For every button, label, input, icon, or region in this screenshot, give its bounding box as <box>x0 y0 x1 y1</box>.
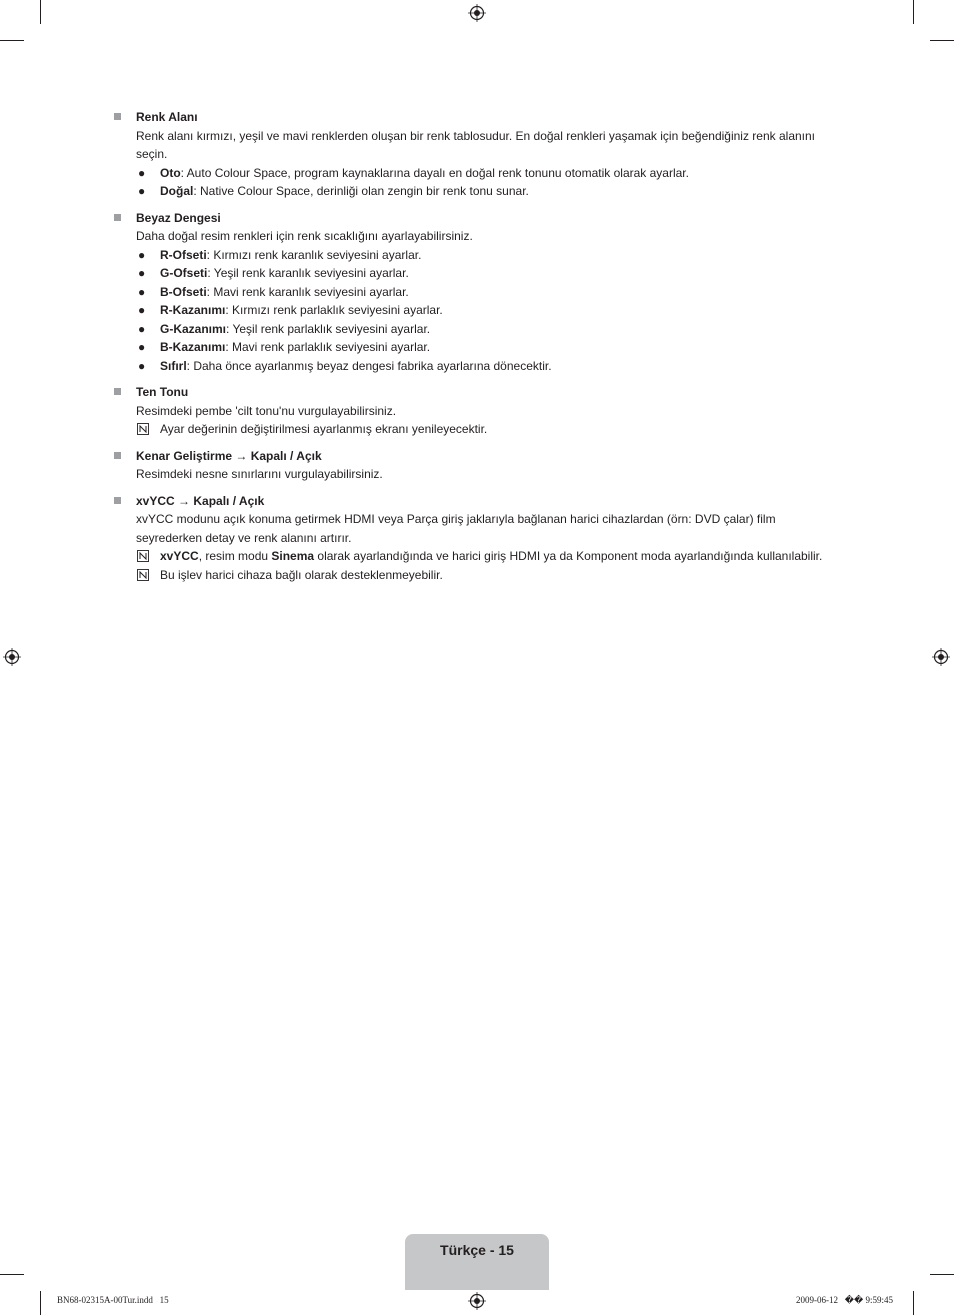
crop-mark <box>930 1274 954 1275</box>
section-title <box>112 383 842 402</box>
slug-timestamp: 2009-06-12 �� 9:59:45 <box>796 1295 893 1305</box>
note-term: xvYCC <box>160 549 199 563</box>
square-bullet-icon <box>114 113 121 120</box>
item-text: : Daha önce ayarlanmış beyaz dengesi fabrika ayarlarına dönecektir. <box>186 358 552 373</box>
item-term: B-Kazanımı <box>160 340 226 354</box>
square-bullet-icon <box>114 497 121 504</box>
section-renk-alani <box>112 108 842 201</box>
list-item <box>112 357 842 376</box>
section-title-text: Beyaz Dengesi <box>136 210 221 225</box>
note-icon <box>137 569 149 581</box>
bullet-dot-icon: ● <box>138 303 146 317</box>
item-text: : Mavi renk karanlık seviyesini ayarlar. <box>206 284 409 299</box>
registration-mark-icon <box>3 648 21 666</box>
item-text: : Yeşil renk parlaklık seviyesini ayarlar. <box>226 321 431 336</box>
item-term: Doğal <box>160 184 194 198</box>
item-text: : Yeşil renk karanlık seviyesini ayarlar. <box>207 266 409 280</box>
section-title-text: Ten Tonu <box>136 385 189 399</box>
section-xvycc <box>112 492 842 585</box>
section-beyaz-dengesi <box>112 209 842 376</box>
list-item <box>112 246 842 265</box>
section-title <box>112 209 842 228</box>
note-text: Bu işlev harici cihaza bağlı olarak desteklenmeyebilir. <box>160 567 443 582</box>
bullet-dot-icon: ● <box>138 284 146 299</box>
crop-mark <box>0 40 24 41</box>
note-text: Ayar değerinin değiştirilmesi ayarlanmış ekranı yenileyecektir. <box>160 422 488 436</box>
crop-mark <box>40 0 41 24</box>
list-item <box>112 264 842 283</box>
section-title <box>112 492 842 511</box>
section-title-text: Renk Alanı <box>136 110 198 124</box>
list-item <box>112 338 842 357</box>
section-body: Resimdeki pembe 'cilt tonu'nu vurgulayabilirsiniz. <box>136 403 397 418</box>
section-body: Daha doğal resim renkleri için renk sıcaklığını ayarlayabilirsiniz. <box>136 229 473 243</box>
section-body: Resimdeki nesne sınırlarını vurgulayabilirsiniz. <box>136 467 383 481</box>
section-ten-tonu <box>112 383 842 439</box>
bullet-dot-icon: ● <box>138 184 146 198</box>
crop-mark <box>913 1291 914 1315</box>
page-content <box>112 108 842 592</box>
list-item <box>112 164 842 183</box>
bullet-dot-icon: ● <box>138 358 146 373</box>
crop-mark <box>40 1291 41 1315</box>
item-term: G-Kazanımı <box>160 321 227 336</box>
note-item <box>112 420 842 439</box>
item-text: : Kırmızı renk parlaklık seviyesini ayarlar. <box>225 303 443 317</box>
note-item <box>112 547 842 566</box>
note-item <box>112 566 842 585</box>
square-bullet-icon <box>114 388 121 395</box>
note-icon <box>137 423 149 435</box>
item-term: R-Ofseti <box>160 247 207 262</box>
note-text: olarak ayarlandığında ve harici giriş HDMI ya da Komponent moda ayarlandığında kullanılabilir. <box>314 549 823 563</box>
section-kenar-gelistirme <box>112 447 842 484</box>
note-text: , resim modu <box>198 549 272 563</box>
list-item <box>112 283 842 302</box>
section-title-text: Kenar Geliştirme → Kapalı / Açık <box>136 448 322 463</box>
registration-mark-icon <box>468 1292 486 1310</box>
bullet-dot-icon: ● <box>138 266 146 280</box>
note-icon <box>137 550 149 562</box>
section-title <box>112 447 842 466</box>
square-bullet-icon <box>114 214 121 221</box>
section-body: xvYCC modunu açık konuma getirmek HDMI veya Parça giriş jaklarıyla bağlanan harici cihazlardan (örn: DVD çalar) film seyrederken detay ve renk alanını artırır. <box>136 512 776 545</box>
item-text: : Auto Colour Space, program kaynaklarına dayalı en doğal renk tonunu otomatik olarak ayarlar. <box>180 165 689 180</box>
list-item <box>112 182 842 201</box>
item-term: G-Ofseti <box>160 266 208 280</box>
crop-mark <box>0 1274 24 1275</box>
item-term: Oto <box>160 165 181 180</box>
section-body: Renk alanı kırmızı, yeşil ve mavi renklerden oluşan bir renk tablosudur. En doğal renkleri yaşamak için beğendiğiniz renk alanını seçin. <box>136 128 816 161</box>
section-title <box>112 108 842 127</box>
page-number-tab <box>405 1234 549 1290</box>
item-term: R-Kazanımı <box>160 303 226 317</box>
bullet-dot-icon: ● <box>138 247 146 262</box>
note-term: Sinema <box>271 549 315 563</box>
crop-mark <box>913 0 914 24</box>
item-text: : Kırmızı renk karanlık seviyesini ayarlar. <box>206 247 422 262</box>
bullet-dot-icon: ● <box>138 321 146 336</box>
page-number: Türkçe - 15 <box>440 1242 514 1258</box>
registration-mark-icon <box>468 4 486 22</box>
list-item <box>112 301 842 320</box>
bullet-dot-icon: ● <box>138 340 146 354</box>
crop-mark <box>930 40 954 41</box>
item-term: B-Ofseti <box>160 284 207 299</box>
item-text: : Mavi renk parlaklık seviyesini ayarlar. <box>225 340 431 354</box>
square-bullet-icon <box>114 452 121 459</box>
registration-mark-icon <box>932 648 950 666</box>
slug-filename: BN68-02315A-00Tur.indd 15 <box>57 1295 169 1305</box>
item-term: Sıfırl <box>160 358 187 373</box>
bullet-dot-icon: ● <box>138 165 146 180</box>
section-title-text: xvYCC → Kapalı / Açık <box>136 493 265 508</box>
item-text: : Native Colour Space, derinliği olan zengin bir renk tonu sunar. <box>193 184 529 198</box>
list-item <box>112 320 842 339</box>
